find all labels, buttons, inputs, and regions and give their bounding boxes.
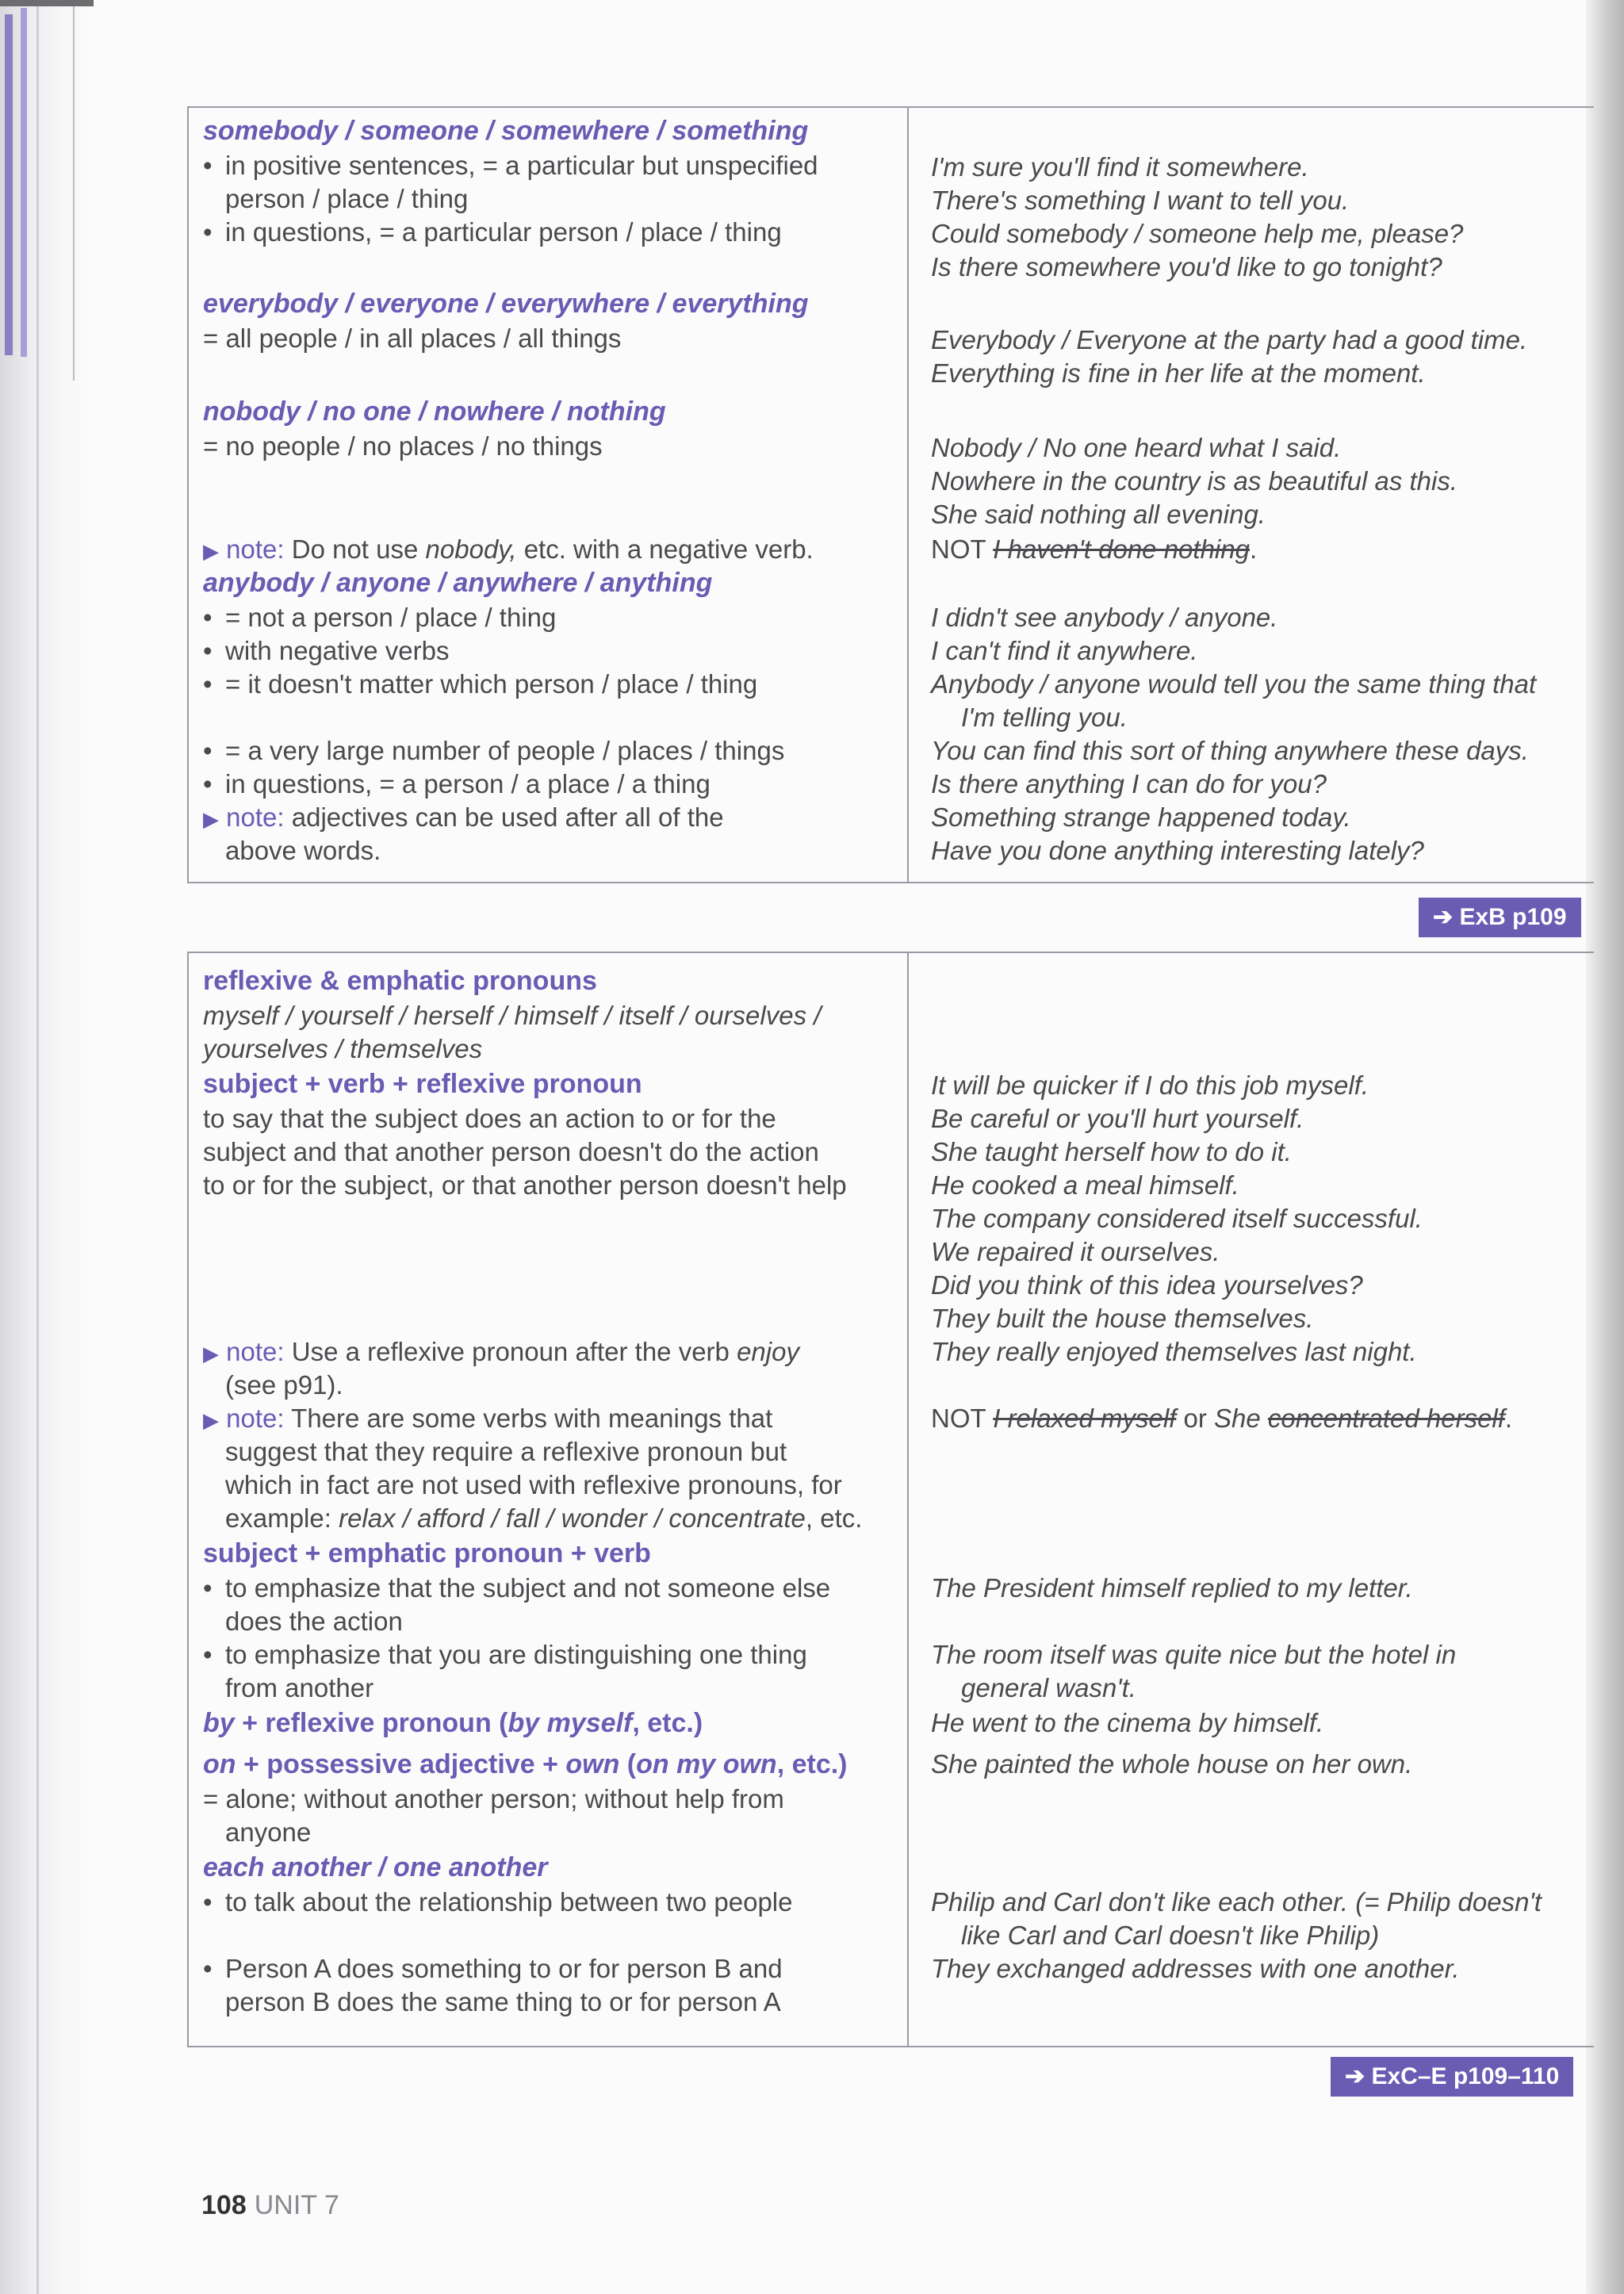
spine-color-bar — [5, 14, 13, 355]
example-sentence: She painted the whole house on her own. — [931, 1749, 1413, 1779]
example-sentence: Is there somewhere you'd like to go tonight? — [931, 252, 1442, 281]
note-word: nobody, — [425, 534, 517, 564]
rule-bullet: • = it doesn't matter which person / place / thing — [203, 668, 757, 701]
note-label: note: — [226, 1337, 285, 1366]
example-sentence: Have you done anything interesting lately? — [931, 836, 1424, 865]
grammar-table-indefinite-pronouns — [187, 106, 1594, 883]
heading-part: on — [203, 1749, 236, 1779]
example-sentence-continued: I'm telling you. — [961, 703, 1128, 732]
pronoun-list: yourselves / themselves — [203, 1034, 483, 1063]
note-label: note: — [226, 802, 285, 832]
incorrect-example: I relaxed myself — [993, 1404, 1177, 1433]
grammar-table-reflexive-pronouns — [187, 952, 1594, 2047]
spine-color-bar-light — [21, 8, 27, 357]
example-sentence: I can't find it anywhere. — [931, 636, 1198, 665]
note-text: Do not use — [291, 534, 419, 564]
example-sentence-continued: like Carl and Carl doesn't like Philip) — [961, 1921, 1380, 1950]
heading-part: on my own — [636, 1749, 777, 1779]
rule-bullet: • = not a person / place / thing — [203, 601, 556, 634]
example-sentence: The company considered itself successful. — [931, 1204, 1423, 1233]
example-sentence: Something strange happened today. — [931, 802, 1351, 832]
example-sentence: They built the house themselves. — [931, 1304, 1314, 1333]
note-arrow-icon: ▶ — [203, 539, 219, 563]
heading-on-own — [203, 1748, 848, 1781]
rule-continued: person B does the same thing to or for person A — [225, 1987, 781, 2016]
example-sentence: Could somebody / someone help me, please? — [931, 219, 1464, 248]
top-edge — [0, 0, 94, 6]
rule-bullet: • to talk about the relationship between two people — [203, 1886, 793, 1919]
example-sentence: They really enjoyed themselves last night. — [931, 1337, 1417, 1366]
rule-text: = all people / in all places / all things — [203, 324, 622, 353]
note-example-verbs — [203, 1502, 862, 1535]
rule-continued: from another — [225, 1673, 374, 1702]
heading-part: ( — [619, 1749, 637, 1779]
heading-part: own — [565, 1749, 620, 1779]
note-label: note: — [226, 1404, 285, 1433]
incorrect-example: She — [1214, 1404, 1261, 1433]
page-number: 108 — [201, 2190, 247, 2220]
unit-label: UNIT 7 — [254, 2190, 339, 2220]
example-sentence: I didn't see anybody / anyone. — [931, 603, 1278, 632]
note-text-continued: above words. — [225, 836, 381, 865]
note-text: Use a reflexive pronoun after the verb — [291, 1337, 730, 1366]
note-text: , etc. — [805, 1503, 863, 1533]
heading-part: , etc.) — [632, 1708, 703, 1738]
note-text-continued: suggest that they require a reflexive pronoun but — [225, 1437, 787, 1466]
book-spine-shadow — [0, 0, 95, 2294]
rule-bullet: • to emphasize that you are distinguishing one thing — [203, 1638, 807, 1672]
rule-text: to say that the subject does an action to or for the — [203, 1104, 776, 1133]
exercise-ref-button[interactable]: ➔ ExC–E p109–110 — [1331, 2057, 1573, 2097]
heading-part: , etc.) — [776, 1749, 848, 1779]
rule-bullet: • Person A does something to or for person B and — [203, 1952, 783, 1986]
example-sentence: The President himself replied to my letter. — [931, 1573, 1413, 1603]
rule-bullet: • = a very large number of people / places / things — [203, 734, 784, 768]
example-sentence: There's something I want to tell you. — [931, 186, 1350, 215]
heading-part: by myself — [508, 1708, 633, 1738]
example-sentence: Nowhere in the country is as beautiful as this. — [931, 466, 1458, 496]
example-sentence: He went to the cinema by himself. — [931, 1708, 1324, 1737]
heading-part: by — [203, 1708, 235, 1738]
example-sentence-continued: general wasn't. — [961, 1673, 1136, 1702]
note-word: enjoy — [737, 1337, 799, 1366]
example-sentence: Everything is fine in her life at the moment. — [931, 358, 1426, 388]
note-text-continued: which in fact are not used with reflexive pronouns, for — [225, 1470, 842, 1499]
example-sentence: We repaired it ourselves. — [931, 1237, 1220, 1266]
heading-somebody: somebody / someone / somewhere / something — [203, 116, 809, 146]
note-reflexive-verbs — [203, 1402, 772, 1437]
spine-fold — [73, 0, 75, 381]
example-sentence: Everybody / Everyone at the party had a good time. — [931, 325, 1528, 354]
not-label: NOT — [931, 534, 986, 564]
not-example — [931, 1402, 1512, 1435]
example-sentence: Did you think of this idea yourselves? — [931, 1270, 1363, 1300]
note-text-continued: (see p91). — [225, 1370, 343, 1400]
rule-bullet: • in questions, = a particular person / place / thing — [203, 216, 782, 249]
column-divider — [907, 108, 909, 882]
not-example — [931, 533, 1257, 566]
example-sentence: Anybody / anyone would tell you the same thing that — [931, 669, 1537, 699]
rule-bullet: • in questions, = a person / a place / a thing — [203, 768, 710, 801]
example-sentence: Philip and Carl don't like each other. (= Philip doesn't — [931, 1887, 1542, 1917]
example-sentence: She taught herself how to do it. — [931, 1137, 1292, 1166]
heading-each-another: each another / one another — [203, 1852, 548, 1882]
or-word: or — [1183, 1404, 1207, 1433]
note-enjoy — [203, 1335, 799, 1370]
note-arrow-icon: ▶ — [203, 1342, 219, 1365]
note-text: adjectives can be used after all of the — [291, 802, 724, 832]
rule-bullet: • in positive sentences, = a particular but unspecified — [203, 149, 818, 182]
example-sentence: You can find this sort of thing anywhere these days. — [931, 736, 1529, 765]
heading-everybody: everybody / everyone / everywhere / everything — [203, 289, 809, 319]
incorrect-example: I haven't done nothing — [993, 534, 1250, 564]
rule-text: subject and that another person doesn't do the action — [203, 1137, 819, 1166]
spine-line — [36, 0, 39, 2294]
note-adjectives — [203, 801, 724, 836]
example-sentence: He cooked a meal himself. — [931, 1170, 1239, 1200]
page-footer — [201, 2190, 339, 2221]
note-arrow-icon: ▶ — [203, 807, 219, 831]
example-sentence: Be careful or you'll hurt yourself. — [931, 1104, 1304, 1133]
example-sentence: Is there anything I can do for you? — [931, 769, 1327, 798]
incorrect-example: concentrated herself — [1267, 1404, 1505, 1433]
example-sentence: The room itself was quite nice but the hotel in — [931, 1640, 1457, 1669]
heading-nobody: nobody / no one / nowhere / nothing — [203, 396, 666, 427]
rule-bullet: • with negative verbs — [203, 634, 449, 668]
rule-continued: does the action — [225, 1607, 403, 1636]
rule-text: = no people / no places / no things — [203, 431, 603, 461]
rule-text: = alone; without another person; without help from — [203, 1784, 784, 1813]
rule-bullet: • to emphasize that the subject and not someone else — [203, 1572, 830, 1605]
example-sentence: It will be quicker if I do this job myself. — [931, 1070, 1369, 1100]
heading-subject-emphatic: subject + emphatic pronoun + verb — [203, 1538, 651, 1568]
not-label: NOT — [931, 1404, 986, 1433]
rule-continued: person / place / thing — [225, 184, 469, 213]
verb-list: relax / afford / fall / wonder / concentrate — [339, 1503, 806, 1533]
example-sentence: They exchanged addresses with one another. — [931, 1954, 1460, 1983]
heading-part: + possessive adjective + — [236, 1749, 566, 1779]
punctuation: . — [1249, 534, 1258, 564]
heading-by-reflexive — [203, 1706, 703, 1740]
punctuation: . — [1504, 1404, 1513, 1433]
example-sentence: Nobody / No one heard what I said. — [931, 433, 1342, 462]
pronoun-list: myself / yourself / herself / himself / itself / ourselves / — [203, 1001, 822, 1030]
heading-anybody: anybody / anyone / anywhere / anything — [203, 568, 713, 598]
note-nobody — [203, 533, 814, 568]
example-sentence: She said nothing all evening. — [931, 500, 1266, 529]
note-arrow-icon: ▶ — [203, 1408, 219, 1432]
rule-text: to or for the subject, or that another person doesn't help — [203, 1170, 847, 1200]
exercise-ref-button[interactable]: ➔ ExB p109 — [1419, 898, 1581, 937]
note-label: note: — [226, 534, 285, 564]
note-text: etc. with a negative verb. — [523, 534, 814, 564]
note-text: example: — [225, 1503, 331, 1533]
note-text: There are some verbs with meanings that — [291, 1404, 773, 1433]
rule-continued: anyone — [225, 1817, 312, 1847]
section-title: reflexive & emphatic pronouns — [203, 966, 597, 996]
column-divider — [907, 953, 909, 2046]
heading-subject-verb-reflexive: subject + verb + reflexive pronoun — [203, 1069, 642, 1099]
heading-part: + reflexive pronoun ( — [234, 1708, 508, 1738]
example-sentence: I'm sure you'll find it somewhere. — [931, 152, 1309, 182]
